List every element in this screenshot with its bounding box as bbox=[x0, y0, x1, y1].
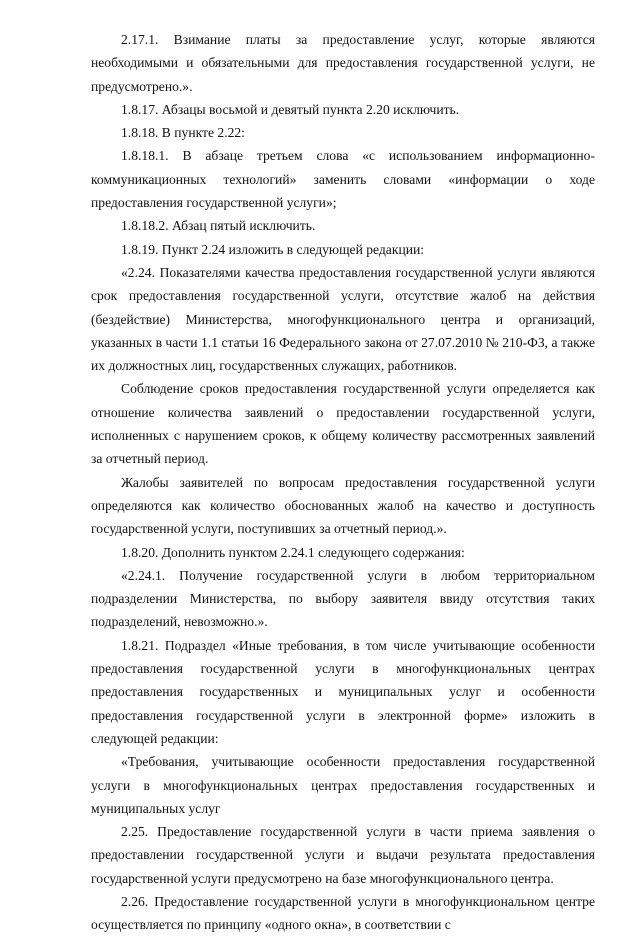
paragraph-deadlines: Соблюдение сроков предоставления государственной услуги определяется как отношение количества заявлений о предоставлении государственной услуги, исполненных с нарушением сроков, к общему количеству рассмотренных заявлений за отчетный период. bbox=[91, 381, 595, 467]
paragraph-1-8-18-2: 1.8.18.2. Абзац пятый исключить. bbox=[121, 218, 316, 234]
paragraph-2-25: 2.25. Предоставление государственной услуги в части приема заявления о предоставлении государственной услуги и выдачи результата предоставления государственной услуги предусмотрено на базе многофункционального центра. bbox=[91, 824, 595, 886]
paragraph-2-26: 2.26. Предоставление государственной услуги в многофункциональном центре осуществляется по принципу «одного окна», в соответствии с bbox=[91, 893, 595, 933]
paragraph-2-17-1: 2.17.1. Взимание платы за предоставление услуг, которые являются необходимыми и обязательными для предоставления государственной услуги, не предусмотрено.». bbox=[91, 32, 595, 94]
paragraph-requirements-heading: «Требования, учитывающие особенности предоставления государственной услуги в многофункциональных центрах предоставления государственных и муниципальных услуг bbox=[91, 754, 595, 816]
paragraph-1-8-19: 1.8.19. Пункт 2.24 изложить в следующей редакции: bbox=[121, 241, 425, 257]
paragraph-complaints: Жалобы заявителей по вопросам предоставления государственной услуги определяются как количество обоснованных жалоб на качество и доступность государственной услуги, поступивших за отчетный период.». bbox=[91, 474, 595, 537]
paragraph-2-24: «2.24. Показателями качества предоставления государственной услуги являются срок предоставления государственной услуги, отсутствие жалоб на действия (бездействие) Министерства, многофункционального центра и организаций, указанных в части 1.1 статьи 16 Федерального закона от 27.07.2010 № 210-ФЗ, а также их должностных лиц, государственных служащих, работников. bbox=[91, 264, 595, 374]
paragraph-1-8-21: 1.8.21. Подраздел «Иные требования, в том числе учитывающие особенности предоставления государственной услуги в многофункциональных центрах предоставления государственных и муниципальных услуг и особенности предоставления государственной услуги в электронной форме» изложить в следующей редакции: bbox=[91, 637, 595, 746]
paragraph-1-8-20: 1.8.20. Дополнить пунктом 2.24.1 следующего содержания: bbox=[121, 544, 465, 560]
paragraph-1-8-18-1: 1.8.18.1. В абзаце третьем слова «с использованием информационно-коммуникационных технологий» заменить словами «информации о ходе предоставления государственной услуги»; bbox=[91, 148, 595, 211]
paragraph-1-8-17: 1.8.17. Абзацы восьмой и девятый пункта 2.20 исключить. bbox=[121, 101, 460, 117]
paragraph-2-24-1: «2.24.1. Получение государственной услуги в любом территориальном подразделении Министерства, по выбору заявителя ввиду отсутствия таких подразделений, невозможно.». bbox=[91, 567, 595, 630]
paragraph-1-8-18: 1.8.18. В пункте 2.22: bbox=[121, 125, 245, 141]
document-body bbox=[91, 28, 595, 937]
